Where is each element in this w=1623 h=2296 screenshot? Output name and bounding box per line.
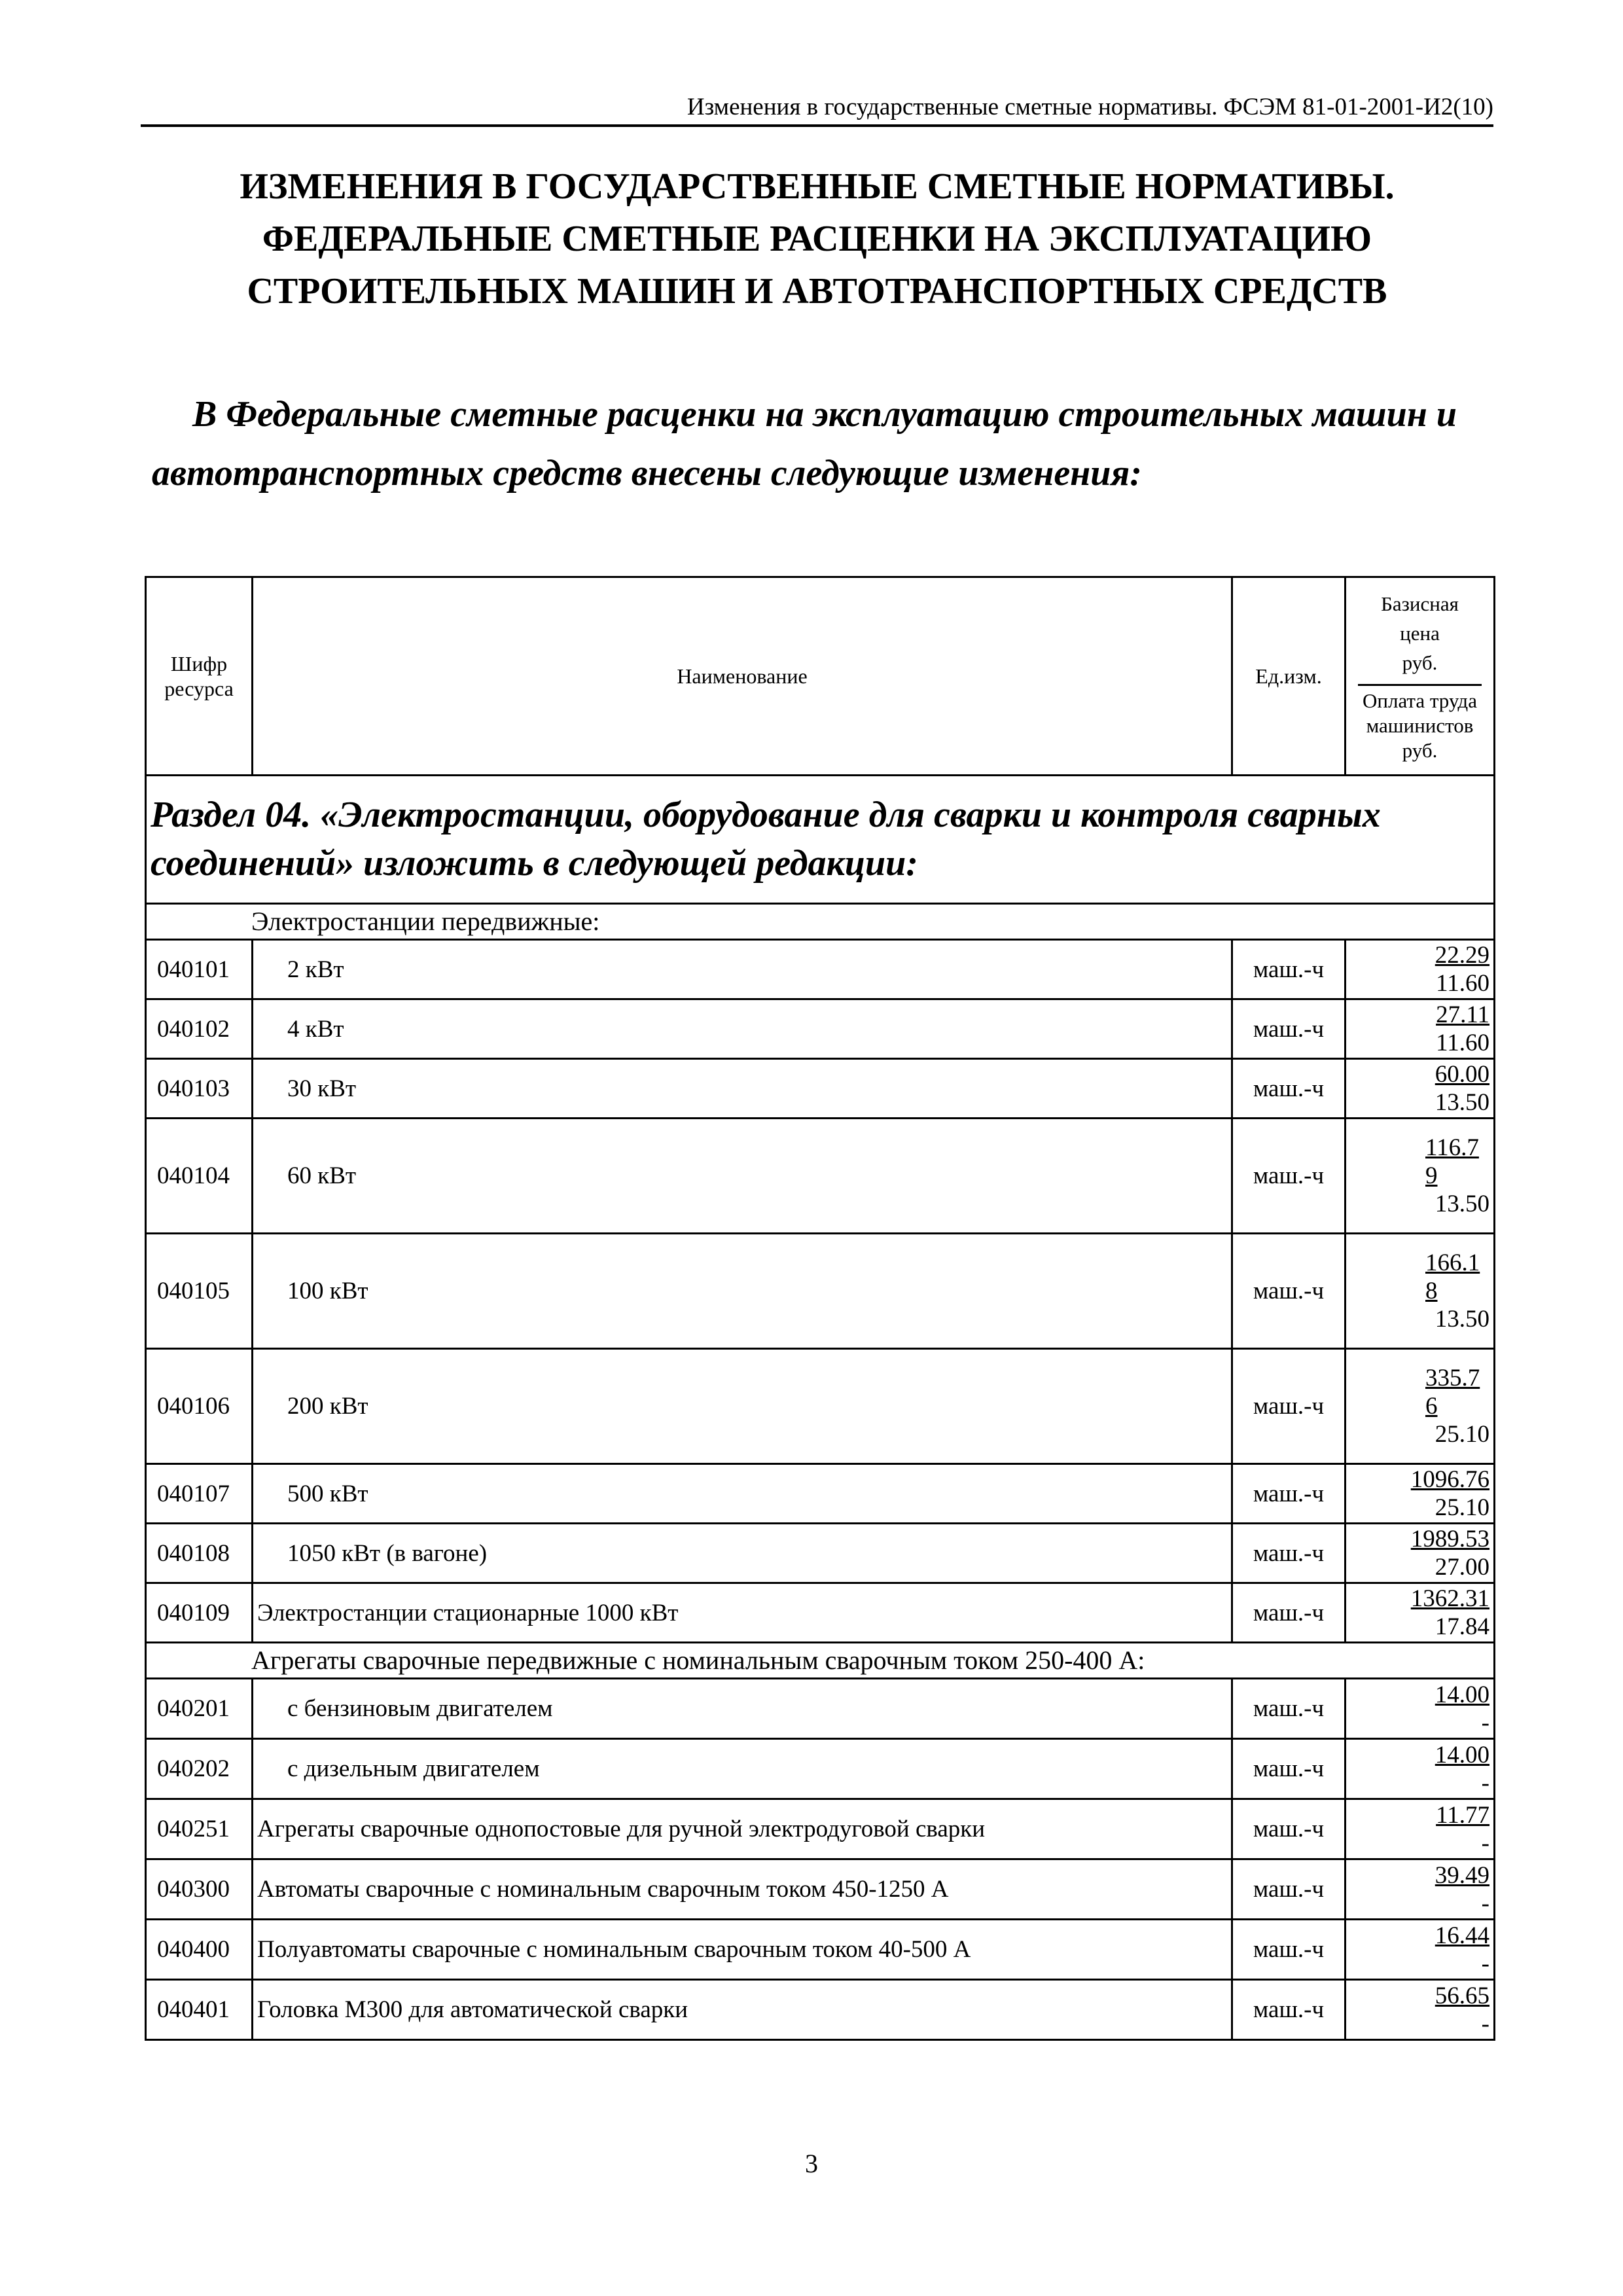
resource-price [1346,1119,1495,1234]
resource-code: 040107 [146,1464,253,1524]
operator-wage: - [1481,1950,1489,1977]
base-price: 14.00 [1435,1741,1489,1768]
base-price: 116.79 [1425,1134,1479,1189]
price-divider [1358,684,1482,686]
header-wage-line: руб. [1402,739,1438,762]
resource-price [1346,1859,1495,1920]
base-price: 1096.76 [1410,1466,1489,1493]
resource-code: 040102 [146,999,253,1059]
resource-price [1346,1583,1495,1643]
operator-wage: 13.50 [1435,1306,1489,1333]
base-price: 56.65 [1435,1982,1489,2009]
resource-code: 040300 [146,1859,253,1920]
table-row [146,1059,1495,1119]
resource-unit: маш.-ч [1232,940,1346,999]
resource-unit: маш.-ч [1232,1583,1346,1643]
header-price-line: руб. [1402,651,1438,674]
base-price: 22.29 [1435,942,1489,969]
resource-price [1346,1739,1495,1799]
base-price: 27.11 [1436,1001,1489,1028]
resource-price [1346,940,1495,999]
resource-unit: маш.-ч [1232,1679,1346,1739]
base-price: 11.77 [1436,1801,1489,1829]
table-row [146,1859,1495,1920]
table-row [146,1679,1495,1739]
group-row [146,1643,1495,1679]
operator-wage: 25.10 [1435,1421,1489,1448]
resource-price [1346,1464,1495,1524]
base-price: 60.00 [1435,1061,1489,1088]
base-price: 14.00 [1435,1681,1489,1708]
group-row [146,904,1495,940]
resource-code: 040251 [146,1799,253,1859]
resource-unit: маш.-ч [1232,999,1346,1059]
resource-name: Автоматы сварочные с номинальным сварочным током 450-1250 А [253,1859,1232,1920]
table-row [146,1524,1495,1583]
page-number: 3 [805,2149,818,2178]
resource-price [1346,1524,1495,1583]
resource-price [1346,1799,1495,1859]
base-price: 166.18 [1425,1249,1480,1304]
resource-unit: маш.-ч [1232,1739,1346,1799]
resource-code: 040106 [146,1349,253,1464]
header-wage-line: машинистов [1366,714,1474,737]
resource-code: 040103 [146,1059,253,1119]
resource-unit: маш.-ч [1232,1119,1346,1234]
table-row [146,999,1495,1059]
resource-unit: маш.-ч [1232,1059,1346,1119]
running-header: Изменения в государственные сметные нормативы. ФСЭМ 81-01-2001-И2(10) [687,94,1493,120]
resource-code: 040104 [146,1119,253,1234]
resource-name: 2 кВт [253,940,1232,999]
resource-name: 500 кВт [253,1464,1232,1524]
operator-wage: 13.50 [1435,1089,1489,1116]
table-row [146,940,1495,999]
table-row [146,1799,1495,1859]
resource-code: 040101 [146,940,253,999]
section-row [146,776,1495,904]
header-name: Наименование [253,577,1232,776]
resource-table [145,576,1495,2041]
operator-wage: 11.60 [1436,970,1489,997]
resource-unit: маш.-ч [1232,1349,1346,1464]
resource-price [1346,1059,1495,1119]
resource-name: Головка М300 для автоматической сварки [253,1980,1232,2040]
base-price: 335.76 [1425,1365,1480,1420]
resource-name: Полуавтоматы сварочные с номинальным сварочным током 40-500 А [253,1920,1232,1980]
resource-name: 100 кВт [253,1234,1232,1349]
operator-wage: 11.60 [1436,1030,1489,1056]
resource-unit: маш.-ч [1232,1980,1346,2040]
resource-unit: маш.-ч [1232,1920,1346,1980]
resource-price [1346,1980,1495,2040]
title-line: СТРОИТЕЛЬНЫХ МАШИН И АВТОТРАНСПОРТНЫХ СРЕДСТВ [247,271,1387,312]
resource-unit: маш.-ч [1232,1799,1346,1859]
table-row [146,1349,1495,1464]
base-price: 39.49 [1435,1861,1489,1889]
operator-wage: 27.00 [1435,1554,1489,1581]
table-row [146,1234,1495,1349]
document-title [141,160,1493,317]
resource-code: 040400 [146,1920,253,1980]
resource-unit: маш.-ч [1232,1524,1346,1583]
table-row [146,1980,1495,2040]
group-label: Агрегаты сварочные передвижные с номинальным сварочным током 250-400 А: [146,1643,1495,1679]
operator-wage: - [1481,2010,1489,2037]
resource-code: 040105 [146,1234,253,1349]
table-row [146,1119,1495,1234]
resource-code: 040108 [146,1524,253,1583]
resource-code: 040401 [146,1980,253,2040]
resource-code: 040202 [146,1739,253,1799]
resource-name: с бензиновым двигателем [253,1679,1232,1739]
operator-wage: 25.10 [1435,1494,1489,1521]
resource-price [1346,999,1495,1059]
header-rule [141,124,1493,127]
table-row [146,1739,1495,1799]
table-row [146,1920,1495,1980]
resource-unit: маш.-ч [1232,1234,1346,1349]
base-price: 16.44 [1435,1922,1489,1949]
base-price: 1989.53 [1410,1526,1489,1552]
operator-wage: - [1481,1769,1489,1797]
resource-unit: маш.-ч [1232,1464,1346,1524]
table-row [146,1583,1495,1643]
section-heading: Раздел 04. «Электростанции, оборудование для сварки и контроля сварных соединений» изложить в следующей редакции: [146,776,1495,904]
resource-price [1346,1349,1495,1464]
resource-code: 040201 [146,1679,253,1739]
resource-name: 1050 кВт (в вагоне) [253,1524,1232,1583]
title-line: ИЗМЕНЕНИЯ В ГОСУДАРСТВЕННЫЕ СМЕТНЫЕ НОРМАТИВЫ. [240,166,1395,207]
resource-name: 30 кВт [253,1059,1232,1119]
operator-wage: - [1481,1829,1489,1857]
resource-name: Электростанции стационарные 1000 кВт [253,1583,1232,1643]
header-wage-line: Оплата труда [1363,689,1477,712]
header-price [1346,577,1495,776]
operator-wage: - [1481,1709,1489,1736]
group-label: Электростанции передвижные: [146,904,1495,940]
resource-name: 200 кВт [253,1349,1232,1464]
header-code: Шифр ресурса [146,577,253,776]
resource-name: Агрегаты сварочные однопостовые для ручной электродуговой сварки [253,1799,1232,1859]
operator-wage: 13.50 [1435,1191,1489,1217]
table-row [146,1464,1495,1524]
resource-code: 040109 [146,1583,253,1643]
resource-price [1346,1234,1495,1349]
resource-price [1346,1920,1495,1980]
operator-wage: 17.84 [1435,1613,1489,1640]
table-header-row [146,577,1495,776]
header-unit: Ед.изм. [1232,577,1346,776]
header-price-line: Базисная [1381,592,1459,615]
operator-wage: - [1481,1890,1489,1917]
resource-price [1346,1679,1495,1739]
resource-name: 60 кВт [253,1119,1232,1234]
resource-name: 4 кВт [253,999,1232,1059]
resource-name: с дизельным двигателем [253,1739,1232,1799]
header-price-line: цена [1400,622,1440,645]
title-line: ФЕДЕРАЛЬНЫЕ СМЕТНЫЕ РАСЦЕНКИ НА ЭКСПЛУАТАЦИЮ [262,219,1372,259]
base-price: 1362.31 [1410,1585,1489,1612]
intro-paragraph: В Федеральные сметные расценки на эксплуатацию строительных машин и автотранспортных средств внесены следующие изменения: [152,394,1457,493]
resource-unit: маш.-ч [1232,1859,1346,1920]
